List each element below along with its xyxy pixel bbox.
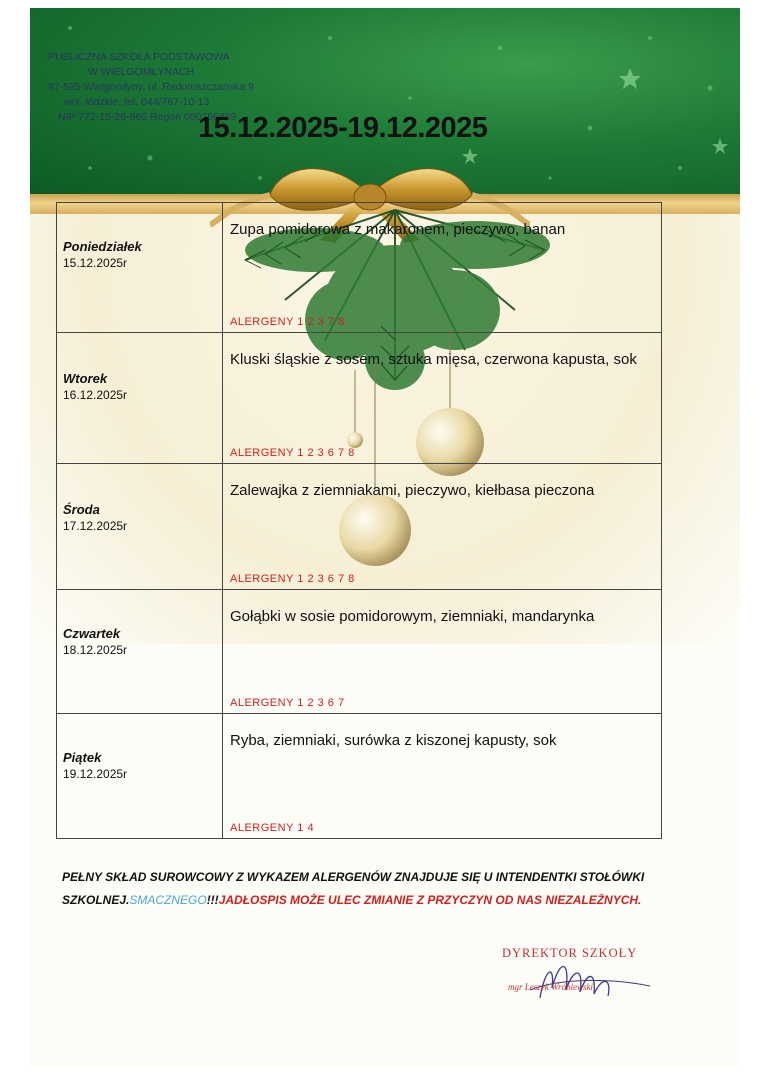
handwritten-signature-icon [500,948,670,1008]
table-row [57,464,662,590]
footer-exclamation: !!! [206,893,219,907]
day-cell [57,714,223,839]
day-cell [57,590,223,714]
day-name: Wtorek [63,371,108,386]
stamp-line: PUBLICZNA SZKOŁA PODSTAWOWA [48,51,230,63]
stamp-line: W WIELGOMŁYNACH [88,66,195,78]
table-row [57,203,662,333]
stamp-line: 97-525 Wielgomłyny, ul. Radomszczańska 9 [48,81,254,93]
day-name: Środa [63,502,100,517]
footer-note [62,866,662,912]
meal-text: Ryba, ziemniaki, surówka z kiszonej kapusty, sok [230,732,557,749]
stamp-line: NIP 772-15-26-865 Regon 000756459 [58,111,237,123]
meal-cell [223,464,662,590]
day-date: 15.12.2025r [63,256,128,270]
meal-text: Gołąbki w sosie pomidorowym, ziemniaki, mandarynka [230,608,595,625]
day-name: Poniedziałek [63,239,142,254]
meal-cell [223,203,662,333]
day-date: 17.12.2025r [63,519,128,533]
signature-title: DYREKTOR SZKOŁY [502,946,638,960]
day-name: Czwartek [63,626,121,641]
day-cell [57,333,223,464]
day-date: 19.12.2025r [63,767,128,781]
day-date: 16.12.2025r [63,388,128,402]
allergens-label: ALERGENY 1 2 3 6 7 8 [230,447,355,459]
smacznego-text: SMACZNEGO [129,893,207,907]
meal-text: Zalewajka z ziemniakami, pieczywo, kiełbasa pieczona [230,482,595,499]
table-row [57,590,662,714]
day-date: 18.12.2025r [63,643,128,657]
meal-cell [223,590,662,714]
table-row [57,714,662,839]
signature-name: mgr Leszek Wróblewski [508,982,593,992]
allergens-label: ALERGENY 1 4 [230,822,315,834]
day-cell [57,464,223,590]
stamp-line: woj. łódzkie, tel. 044/787-10-13 [64,96,210,108]
meal-text: Kluski śląskie z sosem, sztuka mięsa, czerwona kapusta, sok [230,351,637,368]
weekly-menu-table [56,202,662,839]
allergens-label: ALERGENY 1 2 3 6 7 [230,697,345,709]
day-name: Piątek [63,750,102,765]
table-row [57,333,662,464]
meal-text: Zupa pomidorowa z makaronem, pieczywo, banan [230,221,566,238]
allergens-label: ALERGENY 1 2 3 6 7 8 [230,573,355,585]
footer-text: PEŁNY SKŁAD SUROWCOWY Z WYKAZEM ALERGENÓW ZNAJDUJE SIĘ U INTENDENTKI STOŁÓWKI SZKOLNEJ. [62,870,645,907]
meal-cell [223,333,662,464]
day-cell [57,203,223,333]
menu-title: 15.12.2025-19.12.2025 [198,112,488,144]
meal-cell [223,714,662,839]
footer-warning: JADŁOSPIS MOŻE ULEC ZMIANIE Z PRZYCZYN OD NAS NIEZALEŻNYCH. [218,893,642,907]
allergens-label: ALERGENY 1 2 3 7 8 [230,316,345,328]
